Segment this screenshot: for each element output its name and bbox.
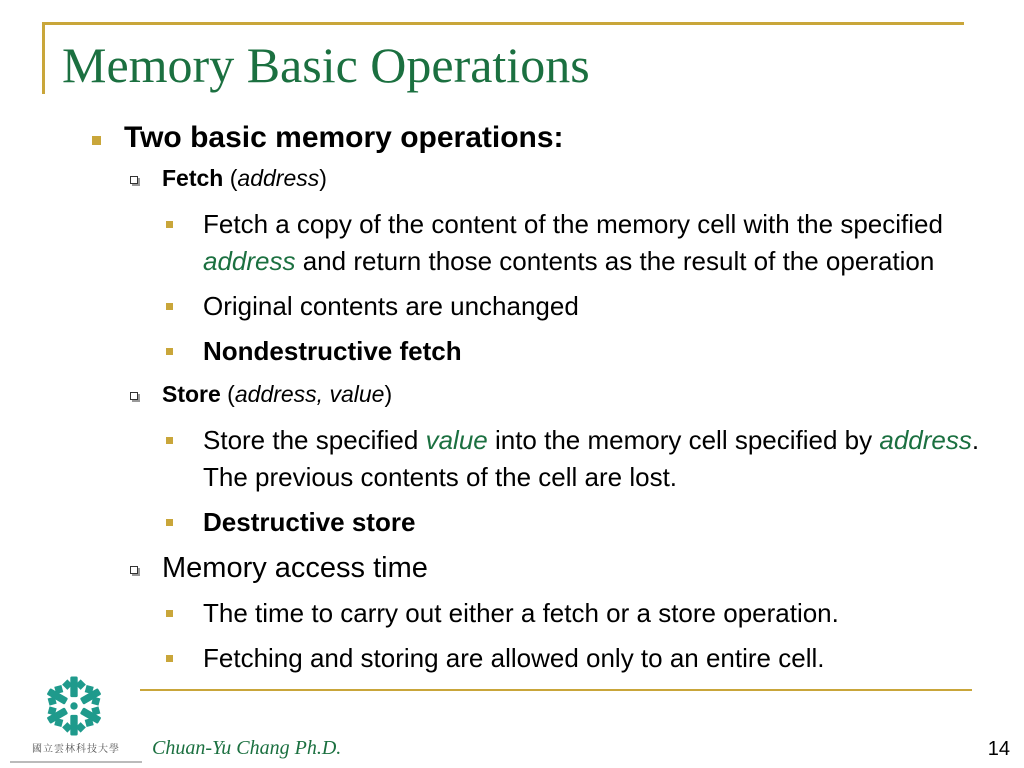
school-name: 國立雲林科技大學 [32, 744, 120, 755]
square-bullet-icon [166, 221, 173, 228]
school-english-name-fine-print [4, 758, 148, 766]
access-time-definition: The time to carry out either a fetch or a store operation. [166, 595, 982, 632]
fetch-unchanged: Original contents are unchanged [166, 288, 982, 325]
square-bullet-icon [166, 437, 173, 444]
frame-top-rule [44, 22, 964, 25]
heading-text: Two basic memory operations: [124, 121, 564, 154]
access-time-whole-cell: Fetching and storing are allowed only to an entire cell. [166, 640, 982, 677]
fetch-nondestructive: Nondestructive fetch [166, 333, 982, 370]
square-bullet-icon [166, 348, 173, 355]
square-bullet-icon [166, 303, 173, 310]
frame-left-rule [42, 22, 45, 94]
store-item [130, 380, 982, 408]
hollow-square-bullet-icon [130, 392, 138, 400]
hollow-square-bullet-icon [130, 566, 138, 574]
snowflake-logo-icon [37, 675, 111, 737]
page-number: 14 [987, 738, 1010, 760]
square-bullet-icon [92, 136, 101, 145]
author-name: Chuan-Yu Chang Ph.D. [152, 737, 342, 759]
access-time-item: Memory access time [130, 551, 982, 585]
square-bullet-icon [166, 655, 173, 662]
hollow-square-bullet-icon [130, 176, 138, 184]
store-signature: Store (address, value) [162, 381, 393, 407]
slide-body [82, 120, 982, 677]
slide-title: Memory Basic Operations [62, 37, 590, 93]
store-description: Store the specified value into the memory cell specified by address. The previous contents of the cell are lost. [166, 422, 982, 496]
square-bullet-icon [166, 519, 173, 526]
fetch-signature: Fetch (address) [162, 165, 327, 191]
square-bullet-icon [166, 610, 173, 617]
store-destructive: Destructive store [166, 504, 982, 541]
fetch-item [130, 164, 982, 192]
heading-item [82, 120, 982, 156]
frame-bottom-rule [140, 689, 972, 691]
fetch-description: Fetch a copy of the content of the memory cell with the specified address and return those contents as the result of the operation [166, 206, 982, 280]
